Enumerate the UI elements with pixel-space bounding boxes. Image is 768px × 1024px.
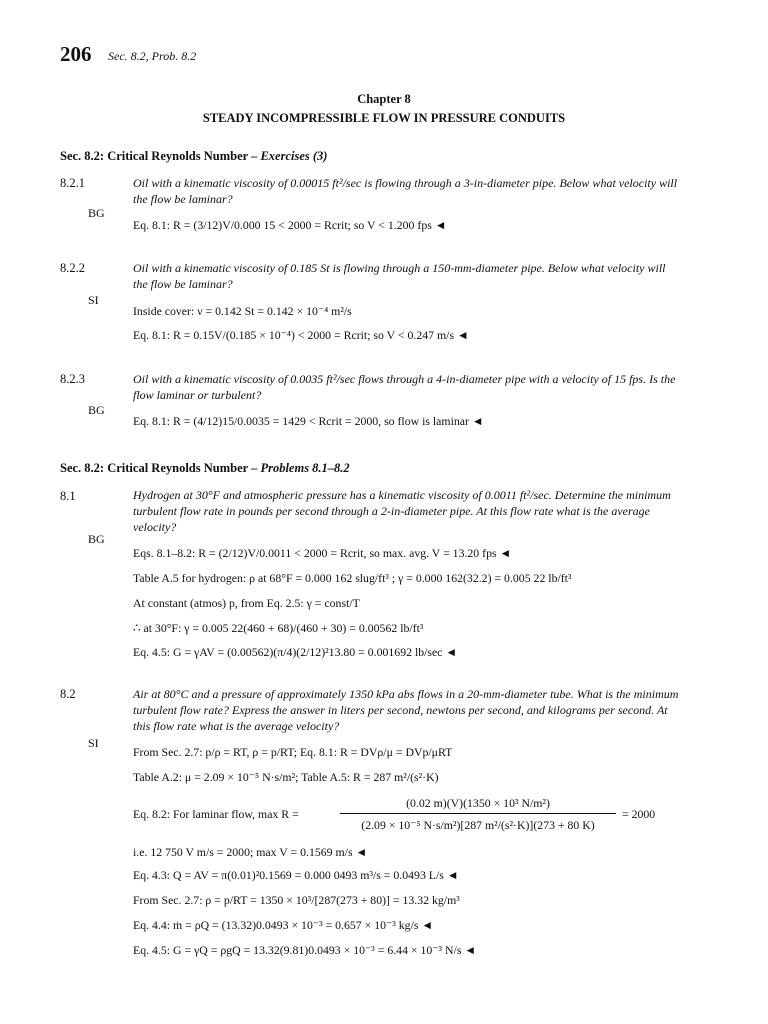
solution-line: Eq. 4.3: Q = AV = π(0.01)²0.1569 = 0.000 0493 m³/s = 0.0493 L/s ◄ [133, 868, 459, 882]
solution-line: At constant (atmos) p, from Eq. 2.5: γ = const/T [133, 596, 360, 610]
problem-statement: Oil with a kinematic viscosity of 0.00015 ft²/sec is flowing through a 3-in-diameter pipe. Below what velocity will the flow be laminar? [133, 176, 678, 206]
unit-system-label: SI [88, 736, 99, 750]
chapter-label: Chapter 8 [357, 92, 411, 106]
fraction-result: = 2000 [622, 807, 656, 821]
fraction-lead-text: Eq. 8.2: For laminar flow, max R = [133, 807, 299, 821]
problem-statement: Air at 80°C and a pressure of approximately 1350 kPa abs flows in a 20-mm-diameter tube. What is the minimum turbulent flow rate? Express the answer in liters per second, newtons per second, and kilograms per second. At this flow rate what is the average velocity? [133, 687, 679, 733]
section-heading-problems [60, 461, 350, 476]
solution-line: Eq. 8.1: R = (3/12)V/0.000 15 < 2000 = Rcrit; so V < 1.200 fps ◄ [133, 218, 447, 232]
problem-statement: Oil with a kinematic viscosity of 0.185 St is flowing through a 150-mm-diameter pipe. Below what velocity will the flow be laminar? [133, 261, 666, 291]
solution-line: i.e. 12 750 V m/s = 2000; max V = 0.1569 m/s ◄ [133, 845, 368, 859]
unit-system-label: BG [88, 206, 105, 220]
solution-line: Inside cover: ν = 0.142 St = 0.142 × 10⁻⁴ m²/s [133, 304, 352, 318]
unit-system-label: BG [88, 403, 105, 417]
unit-system-label: SI [88, 293, 99, 307]
solution-line: From Sec. 2.7: ρ = p/RT = 1350 × 10³/[287(273 + 80)] = 13.32 kg/m³ [133, 893, 460, 907]
problem-statement: Hydrogen at 30°F and atmospheric pressure has a kinematic viscosity of 0.0011 ft²/sec. Determine the minimum turbulent flow rate in pounds per second through a 2-in-diameter pipe. At this flow rate what is the average velocity? [133, 488, 671, 534]
solution-line: Eq. 4.5: G = γQ = ρgQ = 13.32(9.81)0.0493 × 10⁻³ = 6.44 × 10⁻³ N/s ◄ [133, 943, 477, 957]
problem-number: 8.2.1 [60, 176, 85, 190]
unit-system-label: BG [88, 532, 105, 546]
page-number: 206 [60, 42, 92, 66]
section-heading-emphasis: Problems 8.1–8.2 [260, 461, 350, 475]
page-reference: Sec. 8.2, Prob. 8.2 [108, 49, 197, 63]
fraction-numerator: (0.02 m)(V)(1350 × 10³ N/m²) [406, 796, 550, 810]
problem-number: 8.2.3 [60, 372, 85, 386]
solution-line: Table A.2: μ = 2.09 × 10⁻⁵ N·s/m²; Table A.5: R = 287 m²/(s²·K) [133, 770, 439, 784]
solution-line: Eq. 8.1: R = (4/12)15/0.0035 = 1429 < Rcrit = 2000, so flow is laminar ◄ [133, 414, 484, 428]
problem-number: 8.2 [60, 687, 76, 701]
problem-number: 8.2.2 [60, 261, 85, 275]
chapter-title: STEADY INCOMPRESSIBLE FLOW IN PRESSURE CONDUITS [202, 111, 566, 125]
fraction-denominator: (2.09 × 10⁻⁵ N·s/m²)[287 m²/(s²·K)](273 + 80 K) [361, 818, 595, 832]
section-heading-prefix: Sec. 8.2: Critical Reynolds Number – [60, 149, 261, 163]
section-heading-prefix: Sec. 8.2: Critical Reynolds Number – [60, 461, 261, 475]
solution-line: Eq. 8.1: R = 0.15V/(0.185 × 10⁻⁴) < 2000 = Rcrit; so V < 0.247 m/s ◄ [133, 328, 469, 342]
solution-line: Table A.5 for hydrogen: ρ at 68°F = 0.000 162 slug/ft³ ; γ = 0.000 162(32.2) = 0.005 22 lb/ft³ [133, 571, 572, 585]
section-heading-emphasis: Exercises (3) [260, 149, 328, 163]
solution-line: Eq. 4.4: ṁ = ρQ = (13.32)0.0493 × 10⁻³ = 0.657 × 10⁻³ kg/s ◄ [133, 918, 434, 932]
problem-number: 8.1 [60, 489, 76, 503]
solution-line: From Sec. 2.7: p/ρ = RT, ρ = p/RT; Eq. 8.1: R = DVρ/μ = DVp/μRT [133, 745, 453, 759]
fraction-bar [340, 813, 616, 814]
section-heading-exercises [60, 149, 327, 164]
solution-line: Eqs. 8.1–8.2: R = (2/12)V/0.0011 < 2000 = Rcrit, so max. avg. V = 13.20 fps ◄ [133, 546, 512, 560]
solution-line: ∴ at 30°F: γ = 0.005 22(460 + 68)/(460 + 30) = 0.00562 lb/ft³ [133, 621, 424, 635]
solution-line: Eq. 4.5: G = γAV = (0.00562)(π/4)(2/12)²13.80 = 0.001692 lb/sec ◄ [133, 645, 458, 659]
problem-statement: Oil with a kinematic viscosity of 0.0035 ft²/sec flows through a 4-in-diameter pipe with a velocity of 15 fps. Is the flow laminar or turbulent? [133, 372, 676, 402]
